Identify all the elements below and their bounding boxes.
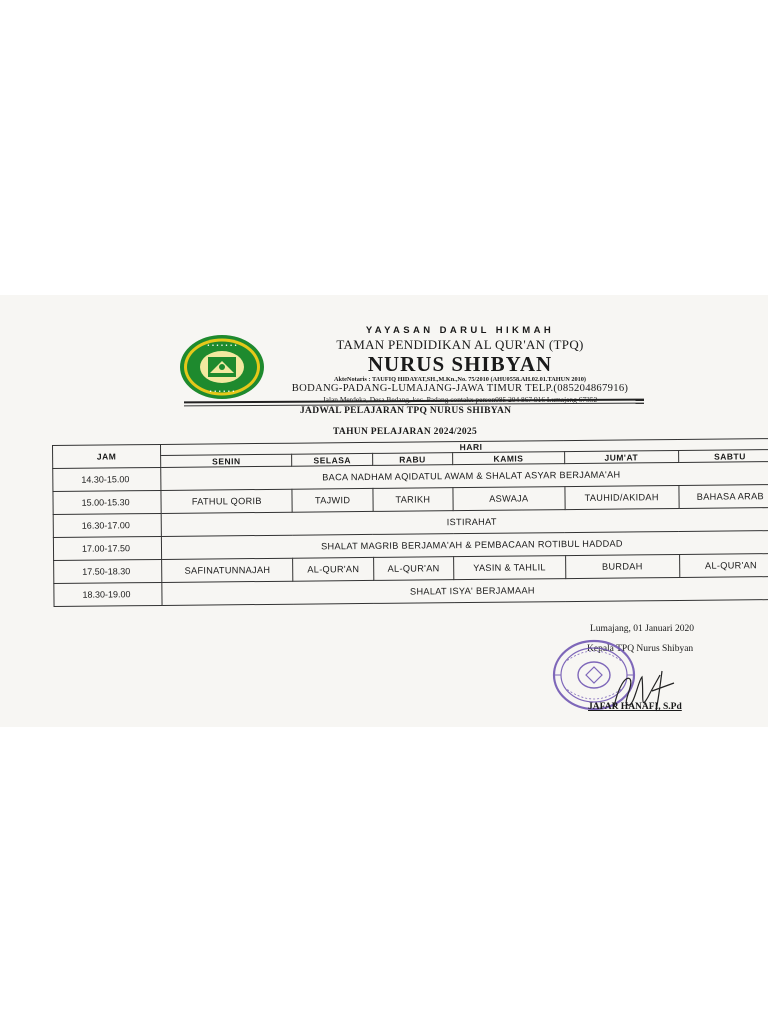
address: BODANG-PADANG-LUMAJANG-JAWA TIMUR TELP.(085204867916) (291, 383, 629, 394)
institution-type: TAMAN PENDIDIKAN AL QUR'AN (TPQ) (336, 337, 584, 352)
hari-header: HARI (160, 438, 768, 455)
time-cell: 15.00-15.30 (53, 490, 161, 514)
activity-cell: ISTIRAHAT (161, 507, 768, 536)
subject-cell: AL-QUR'AN (679, 553, 768, 577)
svg-text:• • • • • • •: • • • • • • • (206, 343, 238, 349)
time-cell: 17.50-18.30 (54, 559, 162, 583)
subject-cell: BAHASA ARAB (679, 484, 768, 508)
academic-year: TAHUN PELAJARAN 2024/2025 (333, 427, 478, 437)
document-title: JADWAL PELAJARAN TPQ NURUS SHIBYAN (300, 406, 512, 416)
schedule-table (52, 438, 768, 607)
signer-name: JAFAR HANAFI, S.Pd (588, 702, 682, 712)
time-cell: 14.30-15.00 (53, 467, 161, 491)
time-cell: 16.30-17.00 (53, 513, 161, 537)
day-header: SELASA (292, 453, 372, 466)
signer-position: Kepala TPQ Nurus Shibyan (587, 644, 694, 654)
activity-cell: SHALAT ISYA' BERJAMAAH (162, 576, 768, 605)
letterhead (270, 325, 650, 404)
scanned-document (0, 295, 768, 727)
subject-cell: SAFINATUNNAJAH (162, 558, 294, 582)
top-margin (0, 0, 768, 295)
day-header: RABU (372, 453, 452, 466)
day-header: SABTU (678, 449, 768, 462)
tpq-emblem-icon (178, 333, 266, 401)
day-header: KAMIS (453, 452, 565, 465)
activity-cell: SHALAT MAGRIB BERJAMA'AH & PEMBACAAN ROTIBUL HADDAD (161, 530, 768, 559)
bottom-margin (0, 727, 768, 1024)
subject-cell: AL-QUR'AN (293, 557, 373, 581)
jam-header: JAM (53, 444, 161, 468)
time-cell: 18.30-19.00 (54, 582, 162, 606)
svg-text:• • • • • •: • • • • • • (209, 389, 235, 395)
subject-cell: ASWAJA (453, 487, 565, 511)
institution-name: NURUS SHIBYAN (367, 352, 553, 376)
subject-cell: AL-QUR'AN (373, 557, 453, 581)
notary-deed: AkteNotaris : TAUFIQ HIDAYAT,SH.,M.Kn.,No. 75/2010 (AHU0558.AH.02.01.TAHUN 2010) (333, 376, 587, 383)
day-header: SENIN (161, 454, 293, 467)
foundation-name: YAYASAN DARUL HIKMAH (365, 325, 555, 336)
activity-cell: BACA NADHAM AQIDATUL AWAM & SHALAT ASYAR BERJAMA'AH (161, 461, 768, 490)
subject-cell: YASIN & TAHLIL (454, 556, 566, 580)
place-date: Lumajang, 01 Januari 2020 (590, 624, 694, 634)
subject-cell: TAJWID (292, 488, 372, 512)
subject-cell: BURDAH (565, 554, 679, 578)
day-header: JUM'AT (564, 450, 678, 463)
subject-cell: TAUHID/AKIDAH (565, 485, 679, 509)
subject-cell: FATHUL QORIB (161, 489, 293, 513)
street-address: Jalan Merdeka, Desa Bedang, kec. Padang contakx person085 204 867 916 Lumajang 67352 (322, 395, 598, 404)
time-cell: 17.00-17.50 (53, 536, 161, 560)
subject-cell: TARIKH (373, 488, 453, 512)
